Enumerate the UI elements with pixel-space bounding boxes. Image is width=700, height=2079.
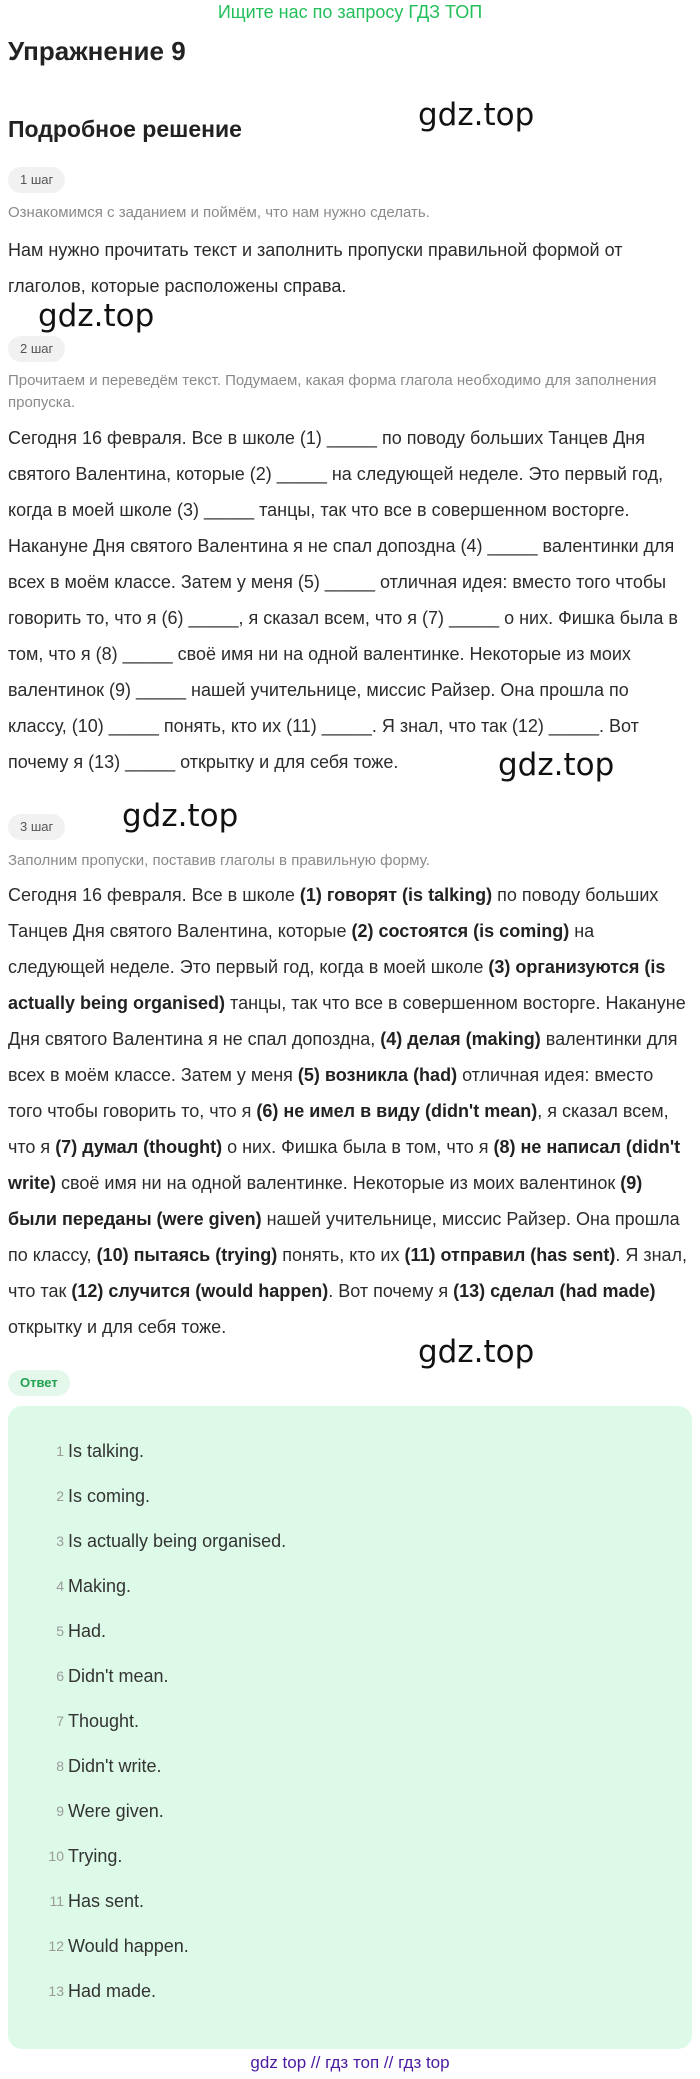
answer-number: 1 bbox=[56, 1443, 64, 1459]
text-segment: . Я знал, что так bbox=[8, 1245, 688, 1301]
text-segment: открытку и для себя тоже. bbox=[8, 1317, 227, 1337]
answer-text: Would happen. bbox=[68, 1936, 189, 1956]
text-segment: отличная идея: вместо того чтобы говорить то, что я bbox=[8, 1065, 654, 1121]
step-2-hint: Прочитаем и переведём текст. Подумаем, какая форма глагола необходимо для заполнения пропуска. bbox=[8, 372, 657, 411]
answer-number: 2 bbox=[56, 1488, 64, 1504]
answer-number: 4 bbox=[56, 1578, 64, 1594]
filled-answer: (10) пытаясь (trying) bbox=[96, 1245, 278, 1265]
step-3-badge: 3 шаг bbox=[8, 814, 65, 840]
filled-answer: (3) организуются (is actually being organised) bbox=[8, 957, 666, 1013]
answer-number: 12 bbox=[48, 1938, 64, 1954]
filled-answer: (2) состоятся (is coming) bbox=[351, 921, 570, 941]
step-2-badge: 2 шаг bbox=[8, 336, 65, 362]
answer-number: 7 bbox=[56, 1713, 64, 1729]
text-segment: валентинки для всех в моём классе. Затем у меня bbox=[8, 1029, 678, 1085]
watermark: gdz.top bbox=[418, 97, 535, 133]
step-1-badge: 1 шаг bbox=[8, 167, 65, 193]
filled-answer: (12) случится (would happen) bbox=[71, 1281, 329, 1301]
filled-answer: (7) думал (thought) bbox=[55, 1137, 223, 1157]
answer-number: 6 bbox=[56, 1668, 64, 1684]
filled-answer: (5) возникла (had) bbox=[297, 1065, 458, 1085]
text-segment: нашей учительнице, миссис Райзер. Она прошла по классу, bbox=[8, 1209, 680, 1265]
answer-number: 3 bbox=[56, 1533, 64, 1549]
watermark: gdz.top bbox=[418, 1334, 535, 1370]
filled-answer: (6) не имел в виду (didn't mean) bbox=[256, 1101, 538, 1121]
answer-text: Is actually being organised. bbox=[68, 1531, 287, 1551]
answer-badge: Ответ bbox=[8, 1370, 70, 1396]
answer-text: Is coming. bbox=[68, 1486, 151, 1506]
filled-answer: (13) сделал (had made) bbox=[453, 1281, 656, 1301]
step-3-hint: Заполним пропуски, поставив глаголы в правильную форму. bbox=[8, 852, 430, 869]
watermark: gdz.top bbox=[498, 747, 615, 783]
filled-answer: (4) делая (making) bbox=[380, 1029, 541, 1049]
answer-text: Had made. bbox=[68, 1981, 157, 2001]
text-segment: о них. Фишка была в том, что я bbox=[222, 1137, 494, 1157]
step-3-text bbox=[8, 877, 692, 1345]
watermark: gdz.top bbox=[122, 798, 239, 834]
text-segment: танцы, так что все в совершенном восторге. Накануне Дня святого Валентина я не спал допоздна, bbox=[8, 993, 686, 1049]
answer-number: 10 bbox=[48, 1848, 64, 1864]
watermark: gdz.top bbox=[38, 298, 155, 334]
answer-text: Is talking. bbox=[68, 1441, 145, 1461]
step-2-text: Сегодня 16 февраля. Все в школе (1) _____ по поводу больших Танцев Дня святого Валентина, которые (2) _____ на следующей неделе. Это первый год, когда в моей школе (3) _____ танцы, так что все в совершенном восторге. Накануне Дня святого Валентина я не спал допоздна (4) _____ валентинки для всех в моём классе. Затем у меня (5) _____ отличная идея: вместо того чтобы говорить то, что я (6) _____, я сказал всем, что я (7) _____ о них. Фишка была в том, что я (8) _____ своё имя ни на одной валентинке. Некоторые из моих валентинок (9) _____ нашей учительнице, миссис Райзер. Она прошла по классу, (10) _____ понять, кто их (11) _____. Я знал, что так (12) _____. Вот почему я (13) _____ открытку и для себя тоже. bbox=[8, 428, 678, 772]
text-segment: . Вот почему я bbox=[328, 1281, 454, 1301]
answer-text: Didn't write. bbox=[68, 1756, 162, 1776]
search-banner: Ищите нас по запросу ГДЗ ТОП bbox=[217, 2, 483, 22]
text-segment: по поводу больших Танцев Дня святого Валентина, которые bbox=[8, 885, 659, 941]
step-1-text: Нам нужно прочитать текст и заполнить пропуски правильной формой от глаголов, которые расположены справа. bbox=[8, 240, 623, 296]
filled-answer: (11) отправил (has sent) bbox=[404, 1245, 616, 1265]
answer-number: 13 bbox=[48, 1983, 64, 1999]
filled-answer: (9) были переданы (were given) bbox=[8, 1173, 643, 1229]
text-segment: Сегодня 16 февраля. Все в школе bbox=[8, 885, 300, 905]
answer-box bbox=[8, 1406, 692, 2049]
answer-text: Were given. bbox=[68, 1801, 164, 1821]
answer-text: Making. bbox=[68, 1576, 132, 1596]
text-segment: , я сказал всем, что я bbox=[8, 1101, 669, 1157]
answer-text: Didn't mean. bbox=[68, 1666, 169, 1686]
answer-number: 9 bbox=[56, 1803, 64, 1819]
answer-text: Had. bbox=[68, 1621, 107, 1641]
text-segment: своё имя ни на одной валентинке. Некоторые из моих валентинок bbox=[56, 1173, 621, 1193]
filled-answer: (1) говорят (is talking) bbox=[299, 885, 493, 905]
text-segment: понять, кто их bbox=[277, 1245, 405, 1265]
step-1-hint: Ознакомимся с заданием и поймём, что нам нужно сделать. bbox=[8, 204, 430, 221]
answer-number: 11 bbox=[49, 1893, 64, 1909]
filled-answer: (8) не написал (didn't write) bbox=[8, 1137, 681, 1193]
page-title: Упражнение 9 bbox=[8, 36, 186, 66]
answer-number: 8 bbox=[56, 1758, 64, 1774]
solution-heading: Подробное решение bbox=[8, 116, 242, 142]
footer-links: gdz top // гдз топ // гдз top bbox=[250, 2053, 450, 2072]
answer-text: Trying. bbox=[68, 1846, 123, 1866]
answer-number: 5 bbox=[56, 1623, 64, 1639]
text-segment: на следующей неделе. Это первый год, когда в моей школе bbox=[8, 921, 595, 977]
answer-text: Has sent. bbox=[68, 1891, 145, 1911]
answer-text: Thought. bbox=[68, 1711, 140, 1731]
